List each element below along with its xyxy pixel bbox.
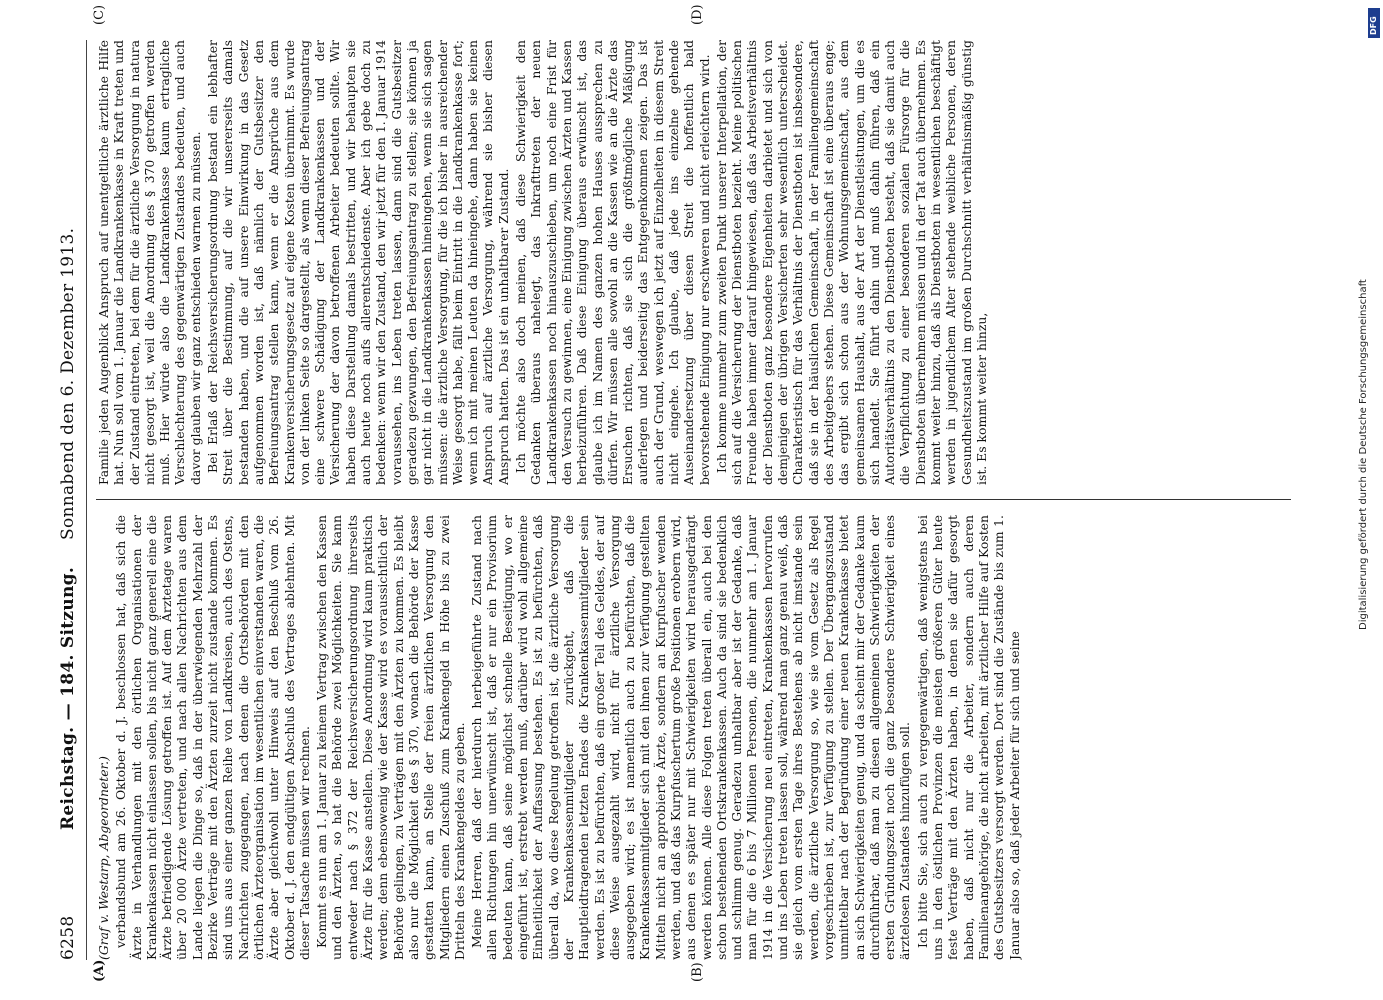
- column-divider: [96, 499, 1291, 500]
- margin-marker-a: (A): [92, 959, 107, 982]
- speaker-line: (Graf v. Westarp, Abgeordneter.): [96, 756, 111, 960]
- dfg-logo: [1368, 8, 1380, 38]
- paragraph: verbandsbund am 26. Oktober d. J. beschlossen hat, daß sich die Ärzte in Verhandlungen mit den örtlichen Organisationen der Krankenkassen nicht einlassen sollen, bis nicht ganz generell eine die Ärzte befriedigende Lösung getroffen ist. Auf dem Ärztetage waren über 20 000 Ärzte vertreten, und nach allen Nachrichten aus dem Lande liegen die Dinge so, daß in der überwiegenden Mehrzahl der Bezirke Verträge mit den Ärzten zurzeit nicht zustande kommen. Es sind uns aus einer ganzen Reihe von Landkreisen, auch des Ostens, Nachrichten zugegangen, nach denen die Ortsbehörden mit den örtlichen Ärzteorganisation im wesentlichen einverstanden waren, die Ärzte aber gleichwohl unter Hinweis auf den Beschluß vom 26. Oktober d. J. den endgültigen Abschluß des Vertrages ablehnten. Mit dieser Tatsache müssen wir rechnen.: [113, 515, 312, 960]
- paragraph: Meine Herren, daß der hierdurch herbeigeführte Zustand nach allen Richtungen hin unerwünscht ist, daß er nur ein Provisorium bedeuten kann, daß seine möglichst schnelle Beseitigung, wo er eingeführt ist, erstrebt werden muß, darüber wird wohl allgemeine Einheitlichkeit der Auffassung bestehen. Es ist zu befürchten, daß überall da, wo diese Regelung getroffen ist, die ärztliche Versorgung der Krankenkassenmitglieder zurückgeht, daß die Hauptleidtragenden letzten Endes die Krankenkassenmitglieder sein werden. Es ist zu befürchten, daß ein großer Teil des Geldes, der auf diese Weise ausgezahlt wird, nicht für ärztliche Versorgung ausgegeben wird; es ist namentlich auch zu befürchten, daß die Krankenkassenmitglieder sich mit den ihnen zur Verfügung gestellten Mitteln nicht an approbierte Ärzte, sondern an Kurpfuscher wenden werden, und daß das Kurpfuschertum große Positionen erobern wird, aus denen es später nur mit Schwierigkeiten wird herausgedrängt werden können. Alle diese Folgen treten überall ein, auch bei den schon bestehenden Ortskrankenkassen. Auch da sind sie bedenklich und schlimm genug. Geradezu unhaltbar aber ist der Gedanke, daß man für die 6 bis 7 Millionen Personen, die nunmehr am 1. Januar 1914 in die Versicherung neu eintreten, Krankenkassen hervorrufen und ins Leben treten lassen soll, während man ganz genau weiß, daß sie gleich vom ersten Tage ihres Bestehens ab nicht imstande sein werden, die ärztliche Versorgung so, wie sie vom Gesetz als Regel vorgeschrieben ist, zur Verfügung zu stellen. Der Übergangszustand unmittelbar nach der Begründung einer neuen Krankenkasse bietet an sich Schwierigkeiten genug, und da scheint mir der Gedanke kaum durchführbar, daß man zu diesen allgemeinen Schwierigkeiten der ersten Gründungszeit noch die ganz besondere Schwierigkeit eines ärztelosen Zustandes hinzufügen soll.: [469, 515, 913, 960]
- paragraph: Ich möchte also doch meinen, daß diese Schwierigkeit den Gedanken überaus nahelegt, das Inkrafttreten der neuen Landkrankenkassen noch hinauszuschieben, um noch eine Frist für den Versuch zu gewinnen, eine Einigung zwischen Ärzten und Kassen herbeizuführen. Daß diese Einigung überaus erwünscht ist, das glaube ich im Namen des ganzen hohen Hauses aussprechen zu dürfen. Wir müssen alle sowohl an die Kassen wie an die Ärzte das Ersuchen richten, daß sie sich die größtmögliche Mäßigung auferlegen und beiderseitig das Entgegenkommen zeigen. Das ist auch der Grund, weswegen ich jetzt auf Einzelheiten in diesem Streit nicht eingehe. Ich glaube, daß jede ins einzelne gehende Auseinandersetzung über diesen Streit die hoffentlich bald bevorstehende Einigung nur erschweren und nicht erleichtern wird.: [513, 40, 712, 485]
- session-date: Sonnabend den 6. Dezember 1913.: [58, 227, 78, 540]
- digitization-note: [1358, 10, 1376, 630]
- left-column: [96, 515, 1296, 960]
- right-column: [96, 40, 1296, 485]
- paragraph: Ich bitte Sie, sich auch zu vergegenwärtigen, daß wenigstens bei uns in den östlichen Provinzen die meisten größeren Güter heute feste Verträge mit den Ärzten haben, in denen sie dafür gesorgt haben, daß nicht nur die Arbeiter, sondern auch deren Familienangehörige, die nicht arbeiten, mit ärztlicher Hilfe auf Kosten des Gutsbesitzers versorgt werden. Dort sind die Zustände bis zum 1. Januar also so, daß jeder Arbeiter für sich und seine: [914, 515, 1022, 960]
- session-title: Reichstag. — 184. Sitzung.: [58, 566, 78, 830]
- margin-marker-b: (B): [690, 962, 705, 982]
- header-rule: [86, 40, 87, 960]
- page-number: 6258: [58, 915, 78, 960]
- paragraph: Familie jeden Augenblick Anspruch auf unentgeltliche ärztliche Hilfe hat. Nun soll vom 1. Januar die Landkrankenkasse in Kraft treten und der Zustand eintreten, bei dem für die ärztliche Versorgung in natura nicht gesorgt ist, weil die Anordnung des § 370 getroffen werden muß. Hier würde also die Landkrankenkasse kaum ertragliche Verschlechterung des gegenwärtigen Zustandes bedeuten, und auch davor glauben wir ganz entschieden warnen zu müssen.: [96, 40, 203, 485]
- page-header: [58, 40, 82, 960]
- dfg-logo-text: DFG: [1369, 16, 1378, 35]
- margin-marker-d: (D): [690, 4, 705, 25]
- paragraph: Ich komme nunmehr zum zweiten Punkt unserer Interpellation, der sich auf die Versicherung der Dienstboten bezieht. Meine politischen Freunde haben immer darauf hingewiesen, daß das Arbeitsverhältnis der Dienstboten ganz besondere Eigenheiten darbietet und sich von demjenigen der übrigen Versicherten sehr wesentlich unterscheidet. Charakteristisch für das Verhältnis der Dienstboten ist insbesondere, daß sie in der häuslichen Gemeinschaft, in der Familiengemeinschaft des Arbeitgebers stehen. Diese Gemeinschaft ist eine überaus enge; das ergibt sich schon aus der Wohnungsgemeinschaft, aus dem gemeinsamen Haushalt, aus der Art der Dienstleistungen, um die es sich handelt. Sie führt dahin und muß dahin führen, daß ein Autoritätsverhältnis zu den Dienstboten besteht, daß sie damit auch die Verpflichtung zu einer besonderen sozialen Fürsorge für die Dienstboten übernehmen müssen und in der Tat auch übernehmen. Es kommt weiter hinzu, daß als Dienstboten in wesentlichen beschäftigt werden in jugendlichem Alter stehende weibliche Personen, deren Gesundheitszustand im großen Durchschnitt verhältnismäßig günstig ist. Es kommt weiter hinzu,: [713, 40, 989, 485]
- paragraph: Bei Erlaß der Reichsversicherungsordnung bestand ein lebhafter Streit über die Bestimmung, auf die wir unsererseits damals bestanden haben, und die auf unsere Einwirkung in das Gesetz aufgenommen worden ist, daß nämlich der Gutsbesitzer den Befreiungsantrag stellen kann, wenn er die Ansprüche aus dem Krankenversicherungsgesetz auf eigene Kosten übernimmt. Es wurde von der linken Seite so dargestellt, als wenn dieser Befreiungsantrag eine schwere Schädigung der Landkrankenkassen und der Versicherung der davon betroffenen Arbeiter bedeuten sollte. Wir haben diese Darstellung damals bestritten, und wir behaupten sie auch heute noch aufs allerentschiedenste. Aber ich gebe doch zu bedenken: wenn wir den Zustand, den wir jetzt für den 1. Januar 1914 voraussehen, ins Leben treten lassen, dann sind die Gutsbesitzer geradezu gezwungen, den Befreiungsantrag zu stellen; sie können ja gar nicht in die Landkrankenkassen hineingehen, wenn sie sich sagen müssen: die ärztliche Versorgung, für die ich bisher in ausreichender Weise gesorgt habe, fällt beim Eintritt in die Landkrankenkasse fort; wenn ich mit meinen Leuten da hineingehe, dann haben sie keinen Anspruch auf ärztliche Versorgung, während sie bisher diesen Anspruch hatten. Das ist ein unhaltbarer Zustand.: [205, 40, 511, 485]
- margin-marker-c: (C): [92, 4, 107, 25]
- paragraph: Kommt es nun am 1. Januar zu keinem Vertrag zwischen den Kassen und den Ärzten, so hat die Behörde zwei Möglichkeiten. Sie kann entweder nach § 372 der Reichsversicherungsordnung ihrerseits Ärzte für die Kasse anstellen. Diese Anordnung wird kaum praktisch werden; denn ebensowenig wie der Kasse wird es voraussichtlich der Behörde gelingen, zu Verträgen mit den Ärzten zu kommen. Es bleibt also nur die Möglichkeit des § 370, wonach die Behörde der Kasse gestatten kann, an Stelle der freien ärztlichen Versorgung den Mitgliedern einen Zuschuß zum Krankengeld in Höhe bis zu zwei Dritteln des Krankengeldes zu geben.: [314, 515, 467, 960]
- digitization-note-text: Digitalisierung gefördert durch die Deutsche Forschungsgemeinschaft: [1358, 279, 1369, 630]
